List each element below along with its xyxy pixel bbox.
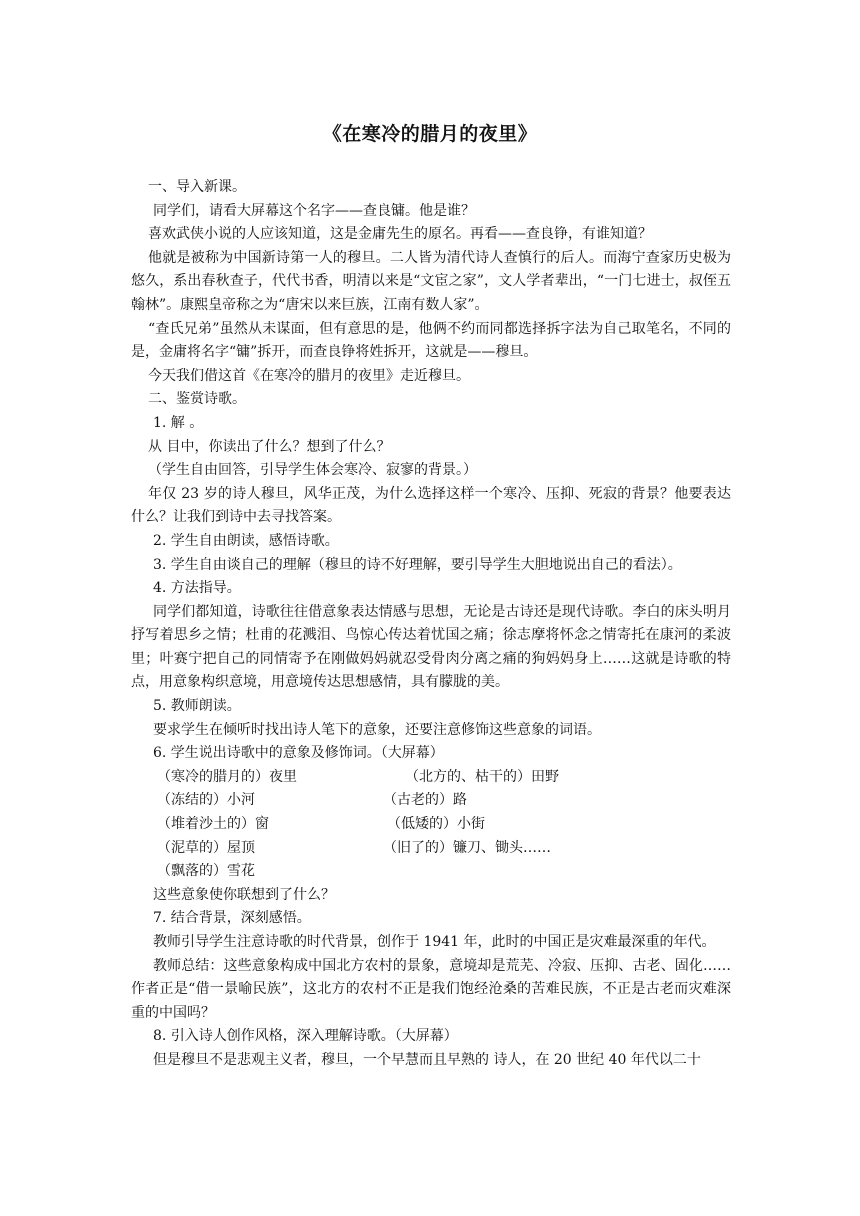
imagery-right: （旧了的）镰刀、锄头…… bbox=[383, 839, 551, 856]
imagery-right: （低矮的）小街 bbox=[387, 816, 485, 833]
paragraph: 今天我们借这首《在寒冷的腊月的夜里》走近穆旦。 bbox=[148, 367, 470, 384]
imagery-left: （冻结的）小河 bbox=[157, 792, 255, 809]
list-item: 1. 解 。 bbox=[153, 414, 204, 431]
paragraph: （学生自由回答，引导学生体会寒冷、寂寥的背景。） bbox=[148, 462, 477, 479]
document-title: 《在寒冷的腊月的夜里》 bbox=[322, 123, 538, 145]
paragraph: 教师总结：这些意象构成中国北方农村的景象，意境却是荒芜、冷寂、压抑、古老、固化……作者正是“借一景喻民族”，这北方的农村不正是我们饱经沧桑的苦难民族，不正是古老而灾难深重的中国吗？ bbox=[131, 957, 731, 1021]
imagery-row bbox=[131, 837, 731, 861]
list-item: 3. 学生自由谈自己的理解（穆旦的诗不好理解，要引导学生大胆地说出自己的看法）。 bbox=[153, 556, 682, 573]
section-heading-appreciation: 二、鉴赏诗歌。 bbox=[148, 391, 246, 408]
list-item: 4. 方法指导。 bbox=[153, 580, 241, 597]
paragraph: 他就是被称为中国新诗第一人的穆旦。二人皆为清代诗人查慎行的后人。而海宁查家历史极为悠久，系出春秋查子，代代书香，明清以来是“文宦之家”，文人学者辈出，“一门七进士，叔侄五翰林”。康熙皇帝称之为“唐宋以来巨族，江南有数人家”。 bbox=[131, 249, 731, 313]
paragraph: 喜欢武侠小说的人应该知道，这是金庸先生的原名。再看——查良铮，有谁知道？ bbox=[148, 226, 652, 243]
imagery-right: （古老的）路 bbox=[383, 792, 467, 809]
paragraph: “查氏兄弟”虽然从未谋面，但有意思的是，他俩不约而同都选择拆字法为自己取笔名，不同的是，金庸将名字“镛”拆开，而查良铮将姓拆开，这就是——穆旦。 bbox=[131, 320, 731, 361]
imagery-row bbox=[131, 766, 731, 790]
paragraph: 要求学生在倾听时找出诗人笔下的意象，还要注意修饰这些意象的词语。 bbox=[153, 721, 601, 738]
paragraph: 这些意象使你联想到了什么？ bbox=[153, 886, 335, 903]
paragraph: 教师引导学生注意诗歌的时代背景，创作于 1941 年，此时的中国正是灾难最深重的年代。 bbox=[153, 934, 716, 950]
paragraph: 但是穆旦不是悲观主义者，穆旦，一个早慧而且早熟的 诗人，在 20 世纪 40 年代以二十 bbox=[153, 1051, 701, 1068]
imagery-left: （泥草的）屋顶 bbox=[157, 839, 255, 856]
imagery-left: （寒冷的腊月的）夜里 bbox=[157, 768, 297, 785]
list-item: 7. 结合背景，深刻感悟。 bbox=[153, 910, 311, 927]
list-item: 5. 教师朗读。 bbox=[153, 698, 241, 715]
paragraph: 同学们，请看大屏幕这个名字——查良镛。他是谁？ bbox=[153, 202, 475, 219]
list-item: 8. 引入诗人创作风格，深入理解诗歌。（大屏幕） bbox=[153, 1028, 458, 1045]
imagery-right: （北方的、枯干的）田野 bbox=[405, 768, 559, 785]
imagery-left: （飘落的）雪花 bbox=[157, 863, 255, 880]
imagery-row bbox=[131, 813, 731, 837]
imagery-left: （堆着沙土的）窗 bbox=[157, 816, 269, 833]
imagery-row bbox=[131, 860, 731, 884]
paragraph: 同学们都知道，诗歌往往借意象表达情感与思想，无论是古诗还是现代诗歌。李白的床头明月抒写着思乡之情；杜甫的花溅泪、鸟惊心传达着忧国之痛；徐志摩将怀念之情寄托在康河的柔波里；叶赛宁把自己的同情寄予在刚做妈妈就忍受骨肉分离之痛的狗妈妈身上……这就是诗歌的特点，用意象构织意境，用意境传达思想感情，具有朦胧的美。 bbox=[131, 603, 731, 691]
paragraph: 年仅 23 岁的诗人穆旦，风华正茂，为什么选择这样一个寒冷、压抑、死寂的背景？他要表达什么？让我们到诗中去寻找答案。 bbox=[131, 485, 731, 526]
section-heading-intro: 一、导入新课。 bbox=[148, 179, 246, 195]
imagery-row bbox=[131, 789, 731, 813]
document-body bbox=[131, 176, 731, 1073]
paragraph: 从 目中，你读出了什么？想到了什么？ bbox=[148, 438, 391, 455]
list-item: 2. 学生自由朗读，感悟诗歌。 bbox=[153, 532, 339, 549]
list-item: 6. 学生说出诗歌中的意象及修饰词。（大屏幕） bbox=[153, 745, 444, 762]
